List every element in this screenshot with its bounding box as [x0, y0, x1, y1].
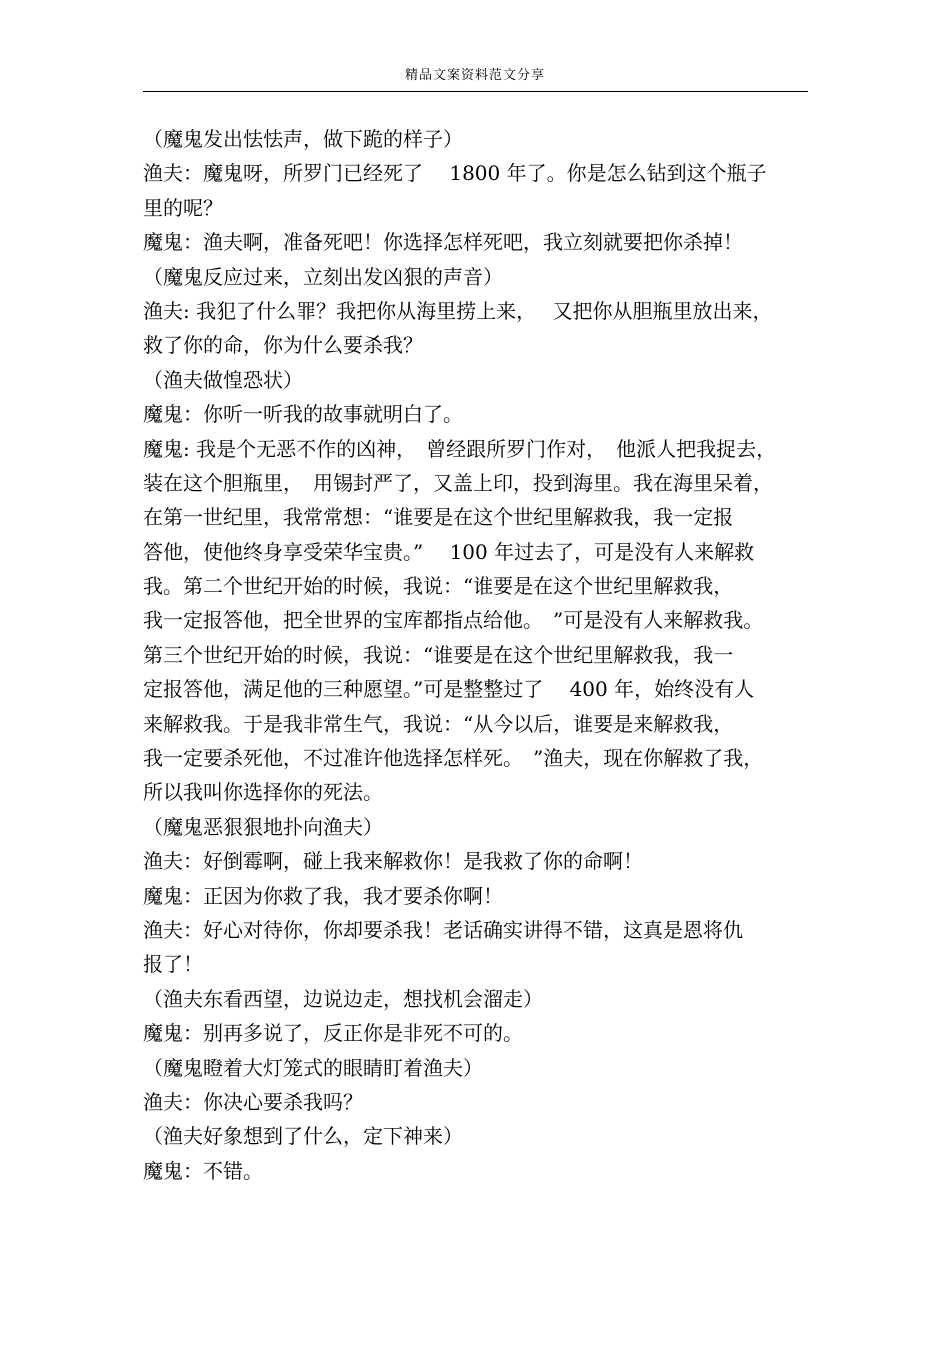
text-line: 第三个世纪开始的时候，我说：“谁要是在这个世纪里解救我，我一 [143, 642, 734, 667]
text-line: （魔鬼发出怯怯声，做下跪的样子） [143, 127, 463, 151]
page-header-title: 精品文案资料范文分享 [404, 68, 545, 83]
text-line: 装在这个胆瓶里， 用锡封严了，又盖上印，投到海里。我在海里呆着， [143, 470, 773, 495]
script-body [143, 122, 808, 1188]
text-line: 所以我叫你选择你的死法。 [143, 780, 383, 805]
text-line: 渔夫：好倒霉啊，碰上我来解救你！是我救了你的命啊！ [143, 849, 643, 874]
text-line: （魔鬼恶狠狠地扑向渔夫） [143, 814, 383, 839]
text-line: 来解救我。于是我非常生气，我说：“从今以后，谁要是来解救我， [143, 711, 734, 736]
text-line: 里的呢？ [143, 195, 223, 220]
text-line: 魔鬼：渔夫啊，准备死吧！你选择怎样死吧，我立刻就要把你杀掉！ [143, 230, 743, 255]
text-line: （渔夫好象想到了什么，定下神来） [143, 1124, 463, 1149]
text-line: （渔夫做惶恐状） [143, 367, 303, 392]
text-line: 魔鬼: 我是个无恶不作的凶神， 曾经跟所罗门作对， 他派人把我捉去， [143, 436, 777, 461]
text-line: 魔鬼：你听一听我的故事就明白了。 [143, 402, 463, 427]
text-line: 魔鬼：不错。 [143, 1158, 263, 1183]
text-line: 渔夫：魔鬼呀，所罗门已经死了 1800 年了。你是怎么钻到这个瓶子 [143, 161, 767, 186]
text-line: 我。第二个世纪开始的时候，我说：“谁要是在这个世纪里解救我， [143, 574, 734, 599]
text-line: 魔鬼：别再多说了，反正你是非死不可的。 [143, 1021, 523, 1046]
text-line: （魔鬼瞪着大灯笼式的眼睛盯着渔夫） [143, 1055, 483, 1080]
header-divider [143, 91, 808, 92]
text-line: 在第一世纪里，我常常想：“谁要是在这个世纪里解救我，我一定报 [143, 505, 734, 530]
text-line: 我一定要杀死他，不过准许他选择怎样死。 ”渔夫，现在你解救了我， [143, 746, 764, 771]
text-line: 答他，使他终身享受荣华宝贵。” 100 年过去了，可是没有人来解救 [143, 539, 755, 564]
text-line: 我一定报答他，把全世界的宝库都指点给他。 ”可是没有人来解救我。 [143, 608, 764, 633]
text-line: 救了你的命，你为什么要杀我？ [143, 333, 423, 358]
text-line: 报了！ [143, 952, 203, 977]
text-line: 渔夫：你决心要杀我吗？ [143, 1089, 363, 1114]
text-line: 定报答他，满足他的三种愿望。”可是整整过了 400 年，始终没有人 [143, 677, 755, 702]
text-line: （渔夫东看西望，边说边走，想找机会溜走） [143, 986, 543, 1011]
text-line: 渔夫：好心对待你，你却要杀我！老话确实讲得不错，这真是恩将仇 [143, 917, 743, 942]
text-line: （魔鬼反应过来，立刻出发凶狠的声音） [143, 264, 503, 289]
text-line: 魔鬼：正因为你救了我，我才要杀你啊！ [143, 883, 503, 908]
text-line: 渔夫: 我犯了什么罪？我把你从海里捞上来， 又把你从胆瓶里放出来， [143, 298, 773, 323]
